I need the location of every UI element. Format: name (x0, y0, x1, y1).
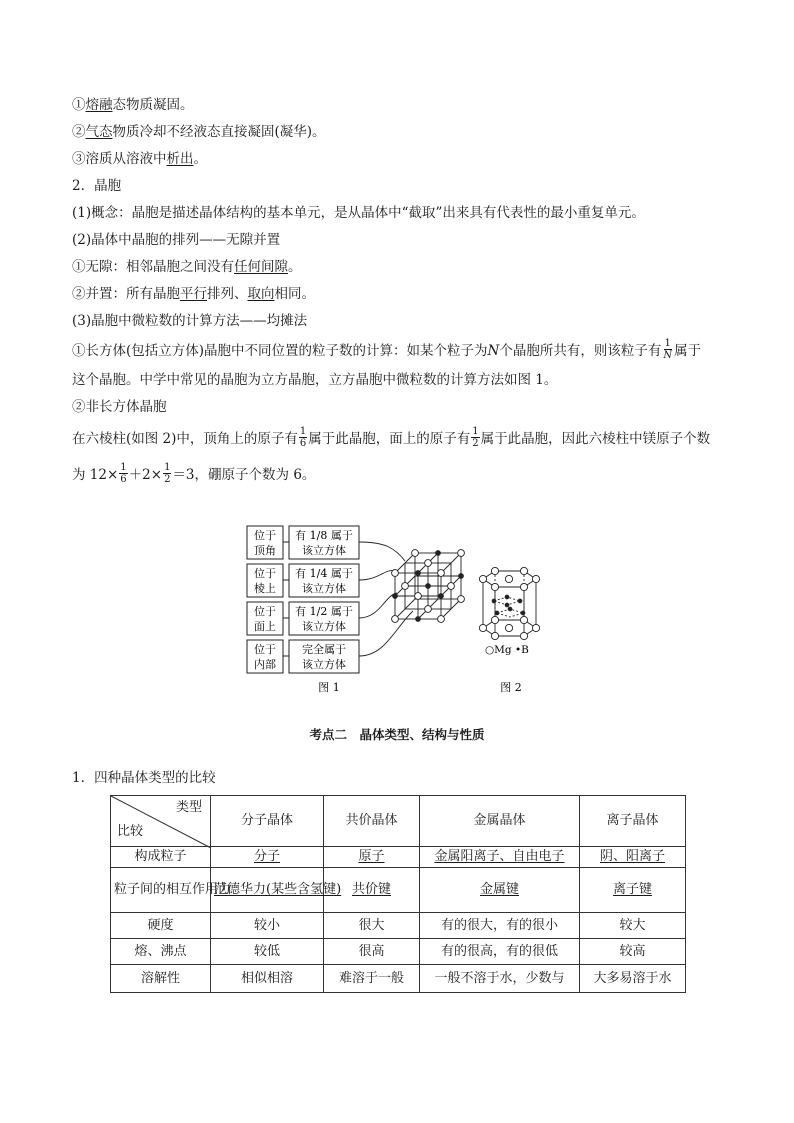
text-span: 物质冷却不经液态直接凝固(凝华)。 (112, 124, 326, 140)
table-cell (324, 847, 420, 868)
table-cell (580, 868, 686, 913)
row-label: 构成粒子 (111, 847, 211, 868)
row-label: 硬度 (111, 913, 211, 939)
cell-text: 原子 (358, 849, 385, 864)
line-cuboid (72, 335, 722, 367)
fraction (299, 426, 307, 449)
line-3 (72, 146, 722, 173)
row-label: 溶解性 (111, 965, 211, 993)
table-cell: 很大 (324, 913, 420, 939)
underlined-term: 任何间隙 (234, 259, 288, 275)
position-label: 位于 (254, 643, 276, 656)
share-label: 该立方体 (302, 544, 346, 557)
table-row (111, 847, 686, 868)
corner-type-label: 类型 (175, 800, 202, 815)
text-span: ①长方体(包括立方体)晶胞中不同位置的粒子数的计算：如某个粒子为 (72, 343, 488, 359)
table-cell (580, 847, 686, 868)
table-row (111, 913, 686, 939)
table-corner-cell (111, 796, 211, 847)
table-header-row (111, 796, 686, 847)
table-cell: 大多易溶于水 (580, 965, 686, 993)
line-arrangement: (2)晶体中晶胞的排列——无隙并置 (72, 232, 281, 248)
text-span: ②并置：所有晶胞 (72, 286, 180, 302)
cell-text: 范德华力(某些含氢键) (214, 882, 342, 897)
fraction-denominator: 2 (472, 438, 479, 449)
table-cell: 较大 (580, 913, 686, 939)
fraction-numerator: 1 (164, 462, 171, 473)
crystal-comparison-table (110, 795, 686, 993)
share-label: 有 1/4 属于 (295, 567, 353, 580)
line-non-cuboid: ②非长方体晶胞 (72, 399, 167, 415)
table-row (111, 939, 686, 965)
share-label: 该立方体 (302, 658, 346, 671)
table-cell: 难溶于一般 (324, 965, 420, 993)
underlined-term: 取向 (247, 286, 275, 302)
column-header: 共价晶体 (324, 796, 420, 847)
position-label: 位于 (254, 567, 276, 580)
box-row-edge (247, 564, 359, 597)
corner-compare-label: 比较 (117, 824, 144, 839)
line-count (72, 457, 722, 493)
column-header: 离子晶体 (580, 796, 686, 847)
text-span: 为 12× (72, 467, 119, 483)
fraction-numerator: 1 (472, 426, 479, 437)
table-cell: 相似相溶 (211, 965, 324, 993)
figure-svg (245, 523, 555, 698)
cell-text: 金属阳离子、自由电子 (434, 849, 565, 864)
text-span: 。 (288, 259, 302, 275)
column-header: 金属晶体 (420, 796, 580, 847)
line-1 (72, 92, 722, 119)
share-label: 有 1/8 属于 (295, 529, 353, 542)
text-span: 个晶胞所共有，则该粒子有 (499, 343, 662, 359)
fraction-denominator: 6 (120, 474, 127, 485)
cell-text: 共价键 (351, 882, 391, 897)
section-title: 考点二 晶体类型、结构与性质 (309, 727, 485, 742)
fraction (119, 462, 127, 485)
table-row (111, 868, 686, 913)
figure2-legend: ○Mg •B (485, 644, 529, 656)
text-body (72, 92, 722, 493)
line-juxtapose (72, 281, 722, 308)
text-span: 相同。 (274, 286, 315, 302)
position-label: 位于 (254, 529, 276, 542)
variable-n: N (487, 343, 500, 359)
underlined-term: 熔融 (85, 97, 113, 113)
table-cell (211, 847, 324, 868)
fraction-denominator: 2 (164, 474, 171, 485)
text-span: 属于 (674, 343, 702, 359)
table-cell: 较高 (580, 939, 686, 965)
share-label: 有 1/2 属于 (295, 605, 353, 618)
text-span: ＝3，硼原子个数为 6。 (172, 467, 316, 483)
cell-text: 离子键 (612, 882, 652, 897)
text-span: ① (72, 97, 86, 113)
share-label: 该立方体 (302, 582, 346, 595)
text-span: 排列、 (207, 286, 248, 302)
fraction (163, 462, 171, 485)
text-span: 在六棱柱(如图 2)中，顶角上的原子有 (72, 431, 298, 447)
column-header: 分子晶体 (211, 796, 324, 847)
table-cell: 有的很高，有的很低 (420, 939, 580, 965)
table-row (111, 965, 686, 993)
fraction-numerator: 1 (299, 426, 307, 437)
table-heading: 1．四种晶体类型的比较 (72, 770, 216, 786)
cell-text: 分子 (253, 849, 280, 864)
table-cell (420, 847, 580, 868)
line-2 (72, 119, 722, 146)
underlined-term: 气态 (85, 124, 113, 140)
share-label: 该立方体 (302, 620, 346, 633)
text-span: ①无隙：相邻晶胞之间没有 (72, 259, 234, 275)
fraction-denominator: N (663, 350, 673, 361)
table-cell: 有的很大，有的很小 (420, 913, 580, 939)
line-hexagonal (72, 421, 722, 457)
position-label: 位于 (254, 605, 276, 618)
line-method: (3)晶胞中微粒数的计算方法——均摊法 (72, 313, 308, 329)
line-cubic-note: 这个晶胞。中学中常见的晶胞为立方晶胞，立方晶胞中微粒数的计算方法如图 1。 (72, 372, 558, 388)
figures (245, 523, 555, 698)
fraction-numerator: 1 (664, 338, 671, 349)
box-row-face (247, 602, 359, 635)
fraction-numerator: 1 (120, 462, 127, 473)
table-cell: 较低 (211, 939, 324, 965)
table-cell: 一般不溶于水，少数与 (420, 965, 580, 993)
share-label: 完全属于 (302, 643, 346, 656)
position-label: 棱上 (254, 582, 276, 595)
table-cell: 很高 (324, 939, 420, 965)
heading-unit-cell: 2．晶胞 (72, 178, 122, 194)
text-span: 态物质凝固。 (112, 97, 194, 113)
box-row-interior (247, 640, 359, 673)
text-span: 属于此晶胞，因此六棱柱中镁原子个数 (480, 431, 711, 447)
cell-text: 金属键 (479, 882, 519, 897)
figure2-caption: 图 2 (500, 681, 522, 694)
cell-text: 阴、阳离子 (599, 849, 665, 864)
line-concept: (1)概念：晶胞是描述晶体结构的基本单元，是从晶体中“截取”出来具有代表性的最小重复单元。 (72, 205, 645, 221)
fraction-denominator: 6 (299, 438, 307, 449)
fraction (471, 426, 479, 449)
table-cell: 较小 (211, 913, 324, 939)
text-span: ② (72, 124, 86, 140)
figure1-boxes (247, 526, 359, 673)
box-row-corner (247, 526, 359, 559)
position-label: 顶角 (254, 544, 276, 557)
figure1-caption: 图 1 (318, 681, 340, 694)
underlined-term: 平行 (180, 286, 207, 302)
position-label: 内部 (254, 658, 276, 671)
table-cell (211, 868, 342, 913)
row-label: 熔、沸点 (111, 939, 211, 965)
fraction (662, 338, 673, 361)
row-label: 粒子间的相互作用力 (111, 868, 211, 913)
text-span: 。 (193, 151, 207, 167)
line-no-gap (72, 254, 722, 281)
text-span: ＋2× (128, 467, 163, 483)
text-span: ③溶质从溶液中 (72, 151, 167, 167)
underlined-term: 析出 (166, 151, 194, 167)
hexagonal-prism-atoms (479, 567, 539, 639)
text-span: 属于此晶胞，面上的原子有 (308, 431, 471, 447)
position-label: 面上 (254, 620, 276, 633)
table-cell (420, 868, 580, 913)
